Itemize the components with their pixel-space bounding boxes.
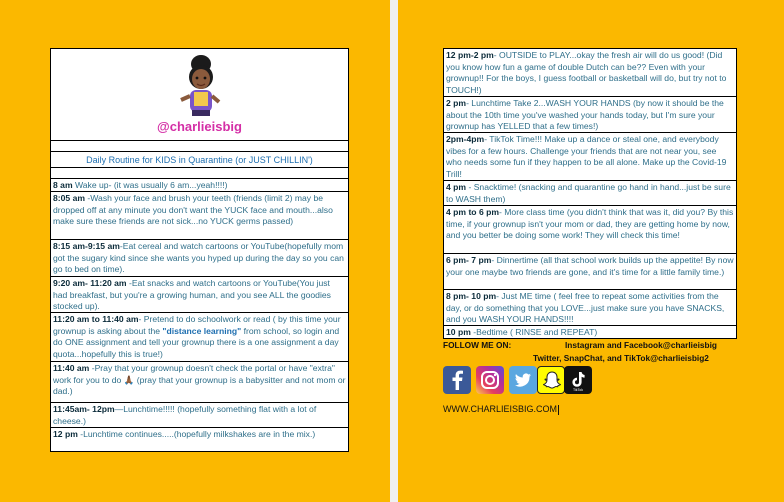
follow-label: FOLLOW ME ON:	[443, 340, 512, 350]
row-time: 2 pm	[446, 98, 467, 108]
website-text[interactable]: WWW.CHARLIEISBIG.COM	[443, 404, 558, 414]
row-time: 4 pm	[446, 182, 467, 192]
row-time: 8 am	[53, 180, 73, 190]
routine-row	[51, 313, 348, 362]
row-text: - Pretend to do schoolwork or read ( by this time your grownup is asking about the	[53, 314, 341, 336]
follow-instagram-facebook: Instagram and Facebook@charlieisbig	[565, 340, 717, 350]
row-time: 9:20 am- 11:20 am	[53, 278, 127, 288]
right-routine-table	[443, 48, 737, 339]
row-time: 11:45am- 12pm	[53, 404, 115, 414]
row-time: 10 pm	[446, 327, 471, 337]
row-time: 8:05 am	[53, 193, 86, 203]
row-text: - Lunchtime Take 2...WASH YOUR HANDS (by now it should be the about the 10th time you've washed your hands today, but I'm sure your grownup has YELLED that a few times!)	[446, 98, 724, 132]
twitter-icon[interactable]	[509, 366, 537, 394]
row-text: -Eat snacks and watch cartoons or YouTube(You just had breakfast, but you're a growing human, and you see ALL the goodies stocked up).	[53, 278, 331, 312]
routine-row	[51, 362, 348, 403]
routine-row	[51, 428, 348, 453]
row-time: 4 pm to 6 pm	[446, 207, 500, 217]
row-text: - Snacktime! (snacking and quarantine go hand in hand...just be sure to WASH them)	[446, 182, 731, 204]
svg-text:TikTok: TikTok	[573, 388, 583, 392]
row-text: - Dinnertime (all that school work builds up the appetite! By now your one maybe two friends are gone, and it's time for a little family time.)	[446, 255, 734, 277]
row-text: - More class time (you didn't think that was it, did you? By this time, if your grownup isn't your mom or dad, they are getting home by now, and you better be doing some work! They will check this time!	[446, 207, 734, 241]
routine-row	[444, 290, 736, 326]
logo-handle: @charlieisbig	[157, 119, 242, 134]
row-time: 2pm-4pm	[446, 134, 485, 144]
follow-twitter-snapchat-tiktok: Twitter, SnapChat, and TikTok@charlieisbig2	[533, 353, 709, 363]
row-text: -Wash your face and brush your teeth (friends (limit 2) may be dropped off at any minute you don't want the YUCK face and mouth...also make sure these friends are not sick...no YUCK germs passed)	[53, 193, 333, 227]
routine-row	[444, 206, 736, 254]
blank-row	[51, 141, 348, 152]
row-time: 6 pm- 7 pm	[446, 255, 492, 265]
routine-row	[51, 277, 348, 313]
routine-row	[444, 326, 736, 340]
row-time: 8:15 am-9:15 am	[53, 241, 120, 251]
routine-title: Daily Routine for KIDS in Quarantine (or JUST CHILLIN')	[51, 152, 348, 168]
routine-row	[51, 179, 348, 192]
row-time: 12 pm	[53, 429, 78, 439]
row-time: 11:40 am	[53, 363, 90, 373]
routine-row	[51, 192, 348, 240]
logo-cell	[51, 49, 348, 141]
row-text: -Eat cereal and watch cartoons or YouTube(hopefully mom got the sugary kind since she wants you hyped up during the day so you can go to bed on time).	[53, 241, 344, 275]
left-routine-table	[50, 48, 349, 452]
tiktok-icon[interactable]	[564, 366, 592, 394]
routine-row	[444, 133, 736, 181]
row-time: 12 pm-2 pm	[446, 50, 494, 60]
routine-row	[444, 49, 736, 97]
facebook-icon[interactable]	[443, 366, 471, 394]
website-link[interactable]	[443, 404, 559, 415]
routine-row	[444, 181, 736, 206]
row-text: Wake up- (it was usually 6 am...yeah!!!!)	[72, 180, 228, 190]
row-text: - OUTSIDE to PLAY...okay the fresh air will do us good! (Did you know how fun a game of double Dutch can be?? Even with your grownup!! For the boys, I guess football or basketball will do, but try not to TOUCH!)	[446, 50, 727, 95]
routine-row	[51, 403, 348, 428]
row-time: 8 pm- 10 pm	[446, 291, 497, 301]
blank-row	[51, 168, 348, 179]
row-text: —Lunchtime!!!!! (hopefully something flat with a lot of cheese.)	[53, 404, 317, 426]
row-text: -Lunchtime continues.....(hopefully milkshakes are in the mix.)	[77, 429, 316, 439]
instagram-icon[interactable]	[476, 366, 504, 394]
row-emphasis: "distance learning"	[162, 325, 242, 336]
row-text: - TikTok Time!!! Make up a dance or steal one, and everybody vibes for a few hours. Challenge your friends that are not near you, see who needs some fun if they happen to be all alone. Make up the Covid-19 Trill!	[446, 134, 727, 179]
row-time: 11:20 am to 11:40 am	[53, 314, 139, 324]
routine-row	[51, 240, 348, 277]
row-text: -Bedtime ( RINSE and REPEAT)	[470, 327, 598, 337]
row-text: -Pray that your grownup doesn't check the portal or have "extra" work for you to do 🙏🏾 (pray that your grownup is a babysitter and not mom or dad.)	[53, 363, 346, 397]
row-text: from school, so login and do ONE assignment and tell your grownup there is a one assignment a day quota...hopefully this is true!)	[53, 325, 340, 359]
routine-row	[444, 254, 736, 290]
text-cursor	[558, 405, 559, 415]
routine-row	[444, 97, 736, 133]
row-text: - Just ME time ( feel free to repeat some activities from the day, or do something that you LOVE...just make sure you have SNACKS, and you WASH YOUR HANDS!!!!	[446, 291, 725, 325]
cartoon-girl-logo	[175, 52, 227, 118]
snapchat-icon[interactable]	[537, 366, 565, 394]
